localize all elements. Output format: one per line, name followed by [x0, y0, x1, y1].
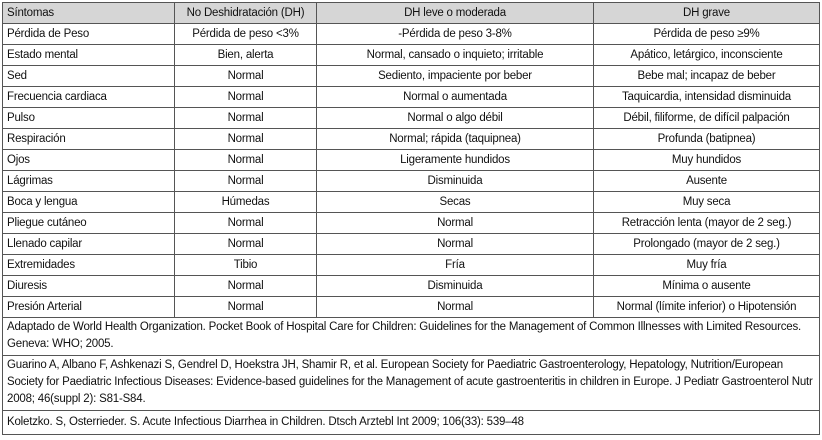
value-cell: Muy seca [594, 192, 820, 213]
symptom-cell: Llenado capilar [3, 234, 175, 255]
table-row [3, 192, 820, 213]
value-cell: Taquicardia, intensidad disminuida [594, 87, 820, 108]
value-cell: Tibio [175, 255, 317, 276]
symptom-cell: Extremidades [3, 255, 175, 276]
value-cell: Fría [317, 255, 594, 276]
header-sintomas: Síntomas [3, 3, 175, 24]
dehydration-table [2, 2, 820, 435]
value-cell: Débil, filiforme, de difícil palpación [594, 108, 820, 129]
value-cell: Bebe mal; incapaz de beber [594, 66, 820, 87]
value-cell: Muy fría [594, 255, 820, 276]
reference-row [3, 356, 820, 411]
reference-row [3, 411, 820, 435]
symptom-cell: Pulso [3, 108, 175, 129]
table-body [3, 24, 820, 318]
value-cell: Normal [175, 66, 317, 87]
symptom-cell: Lágrimas [3, 171, 175, 192]
table-row [3, 213, 820, 234]
value-cell: Normal [175, 150, 317, 171]
table-row [3, 234, 820, 255]
value-cell: Normal [317, 213, 594, 234]
value-cell: Muy hundidos [594, 150, 820, 171]
table-row [3, 255, 820, 276]
value-cell: Apático, letárgico, inconsciente [594, 45, 820, 66]
value-cell: Normal, cansado o inquieto; irritable [317, 45, 594, 66]
symptom-cell: Frecuencia cardiaca [3, 87, 175, 108]
table-row [3, 129, 820, 150]
symptom-cell: Boca y lengua [3, 192, 175, 213]
value-cell: Retracción lenta (mayor de 2 seg.) [594, 213, 820, 234]
value-cell: Húmedas [175, 192, 317, 213]
reference-text: Adaptado de World Health Organization. Pocket Book of Hospital Care for Children: Guidelines for the Management of Common Illnesses with Limited Resources. Geneva: WHO; 2005. [3, 318, 820, 356]
header-dh-grave: DH grave [594, 3, 820, 24]
value-cell: Mínima o ausente [594, 276, 820, 297]
value-cell: Pérdida de peso <3% [175, 24, 317, 45]
table-header-row [3, 3, 820, 24]
value-cell: Normal [175, 297, 317, 318]
table-row [3, 24, 820, 45]
value-cell: Normal [175, 171, 317, 192]
value-cell: Normal [175, 129, 317, 150]
symptom-cell: Pérdida de Peso [3, 24, 175, 45]
value-cell: Sediento, impaciente por beber [317, 66, 594, 87]
table-row [3, 45, 820, 66]
reference-text: Koletzko. S, Osterrieder. S. Acute Infectious Diarrhea in Children. Dtsch Arztebl Int 2009; 106(33): 539–48 [3, 411, 820, 435]
table-row [3, 108, 820, 129]
table-row [3, 150, 820, 171]
value-cell: Normal [175, 108, 317, 129]
value-cell: Pérdida de peso ≥9% [594, 24, 820, 45]
value-cell: Ausente [594, 171, 820, 192]
value-cell: Profunda (batipnea) [594, 129, 820, 150]
table-row [3, 66, 820, 87]
table-row [3, 87, 820, 108]
value-cell: Normal o aumentada [317, 87, 594, 108]
value-cell: Disminuida [317, 171, 594, 192]
table-row [3, 276, 820, 297]
value-cell: Normal [317, 234, 594, 255]
value-cell: Normal [175, 276, 317, 297]
header-dh-leve: DH leve o moderada [317, 3, 594, 24]
table-row [3, 297, 820, 318]
value-cell: Normal [175, 234, 317, 255]
symptom-cell: Estado mental [3, 45, 175, 66]
reference-row [3, 318, 820, 356]
reference-text: Guarino A, Albano F, Ashkenazi S, Gendrel D, Hoekstra JH, Shamir R, et al. European Society for Paediatric Gastroenterology, Hepatology, Nutrition/European Society for Paediatric Infectious Diseases: Evidence-based guidelines for the Management of acute gastroenteritis in children in Europe. J Pediatr Gastroenterol Nutr 2008; 46(suppl 2): S81-S84. [3, 356, 820, 411]
symptom-cell: Pliegue cutáneo [3, 213, 175, 234]
symptom-cell: Diuresis [3, 276, 175, 297]
header-no-dh: No Deshidratación (DH) [175, 3, 317, 24]
table-row [3, 171, 820, 192]
symptom-cell: Respiración [3, 129, 175, 150]
value-cell: Bien, alerta [175, 45, 317, 66]
value-cell: Prolongado (mayor de 2 seg.) [594, 234, 820, 255]
value-cell: Normal (límite inferior) o Hipotensión [594, 297, 820, 318]
value-cell: Normal [175, 87, 317, 108]
value-cell: Ligeramente hundidos [317, 150, 594, 171]
references [3, 318, 820, 435]
dehydration-table-container [2, 2, 819, 435]
symptom-cell: Ojos [3, 150, 175, 171]
value-cell: -Pérdida de peso 3-8% [317, 24, 594, 45]
value-cell: Normal; rápida (taquipnea) [317, 129, 594, 150]
value-cell: Normal [175, 213, 317, 234]
value-cell: Secas [317, 192, 594, 213]
value-cell: Normal o algo débil [317, 108, 594, 129]
symptom-cell: Presión Arterial [3, 297, 175, 318]
symptom-cell: Sed [3, 66, 175, 87]
value-cell: Disminuida [317, 276, 594, 297]
value-cell: Normal [317, 297, 594, 318]
